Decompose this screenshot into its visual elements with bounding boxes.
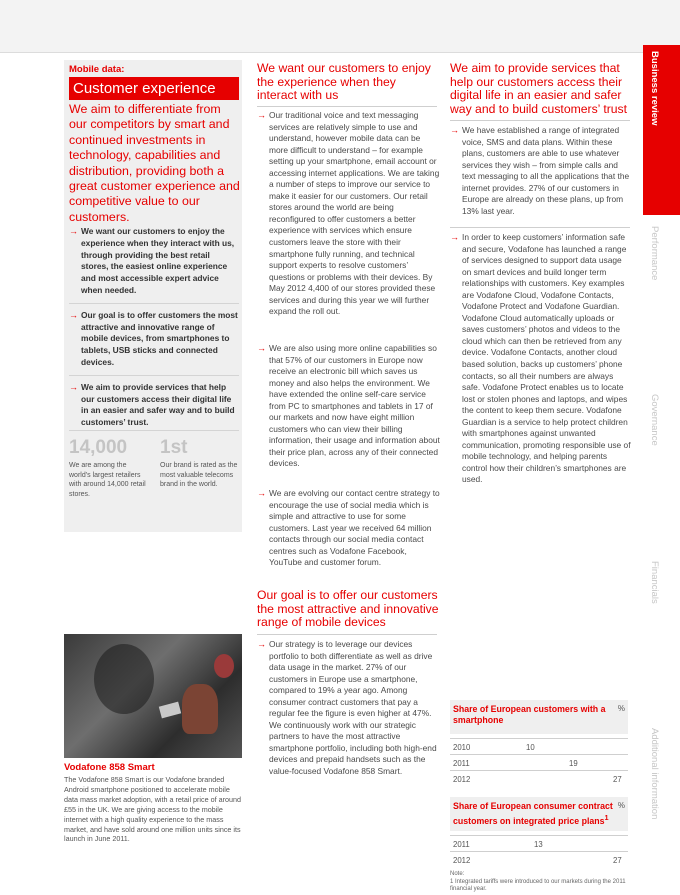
table-row: 2010 10 xyxy=(450,738,628,754)
arrow-icon: → xyxy=(450,125,459,135)
table-row: 2012 27 xyxy=(450,851,628,867)
photo-caption-title: Vodafone 858 Smart xyxy=(64,762,155,773)
arrow-icon: → xyxy=(450,232,459,242)
panel-bullets xyxy=(69,226,239,441)
crowd-photo xyxy=(64,634,242,758)
tab-governance[interactable]: Governance xyxy=(649,394,660,446)
tab-business-review[interactable]: Business review xyxy=(643,45,680,215)
body-paragraph: → Our traditional voice and text messaging services are relatively simple to use and understand, however mobile data can be more difficult to understand – for example setting up your smartphone, email account or accessing internet applications. We are taking a number of steps to improve our service to make it easier for our customers. Our retail stores around the world are being reconfigured to offer customers a better experience with services which ensure customers leave the store with their smartphone fully running, and technical support experts to resolve customers’ questions or problems with their devices. By May 2012 4,400 of our stores provided these services and during this year we will further expand the roll out. xyxy=(257,110,440,317)
table-row: 2011 13 xyxy=(450,835,628,851)
unit-label: % xyxy=(617,801,625,810)
smartphone-share-table-header xyxy=(450,700,628,734)
smartphone-in-photo xyxy=(159,702,181,719)
stat-stores xyxy=(69,437,149,499)
body-paragraph: → In order to keep customers’ information safe and secure, Vodafone has launched a range of services designed to support data usage on smart devices and build longer term relationships with customers. Key examples are Vodafone Cloud, Vodafone Contacts, Vodafone Protect and Vodafone Guardian. Vodafone Cloud automatically uploads or saves customers’ photos and videos to the cloud which can then be retrieved from any device. Vodafone Contacts, another cloud based solution, backs up customers’ phone contacts, so all their numbers are always safe. Vodafone Protect enables us to locate lost or stolen phones and laptops, and wipes the content to keep them secure. Vodafone Guardian is a service to help protect children with smartphones against unwanted communication, promoting responsible use of mobile technology, and helping parents control how their children’s smartphones are used. xyxy=(450,232,631,485)
arrow-icon: → xyxy=(257,639,266,649)
page-header-band xyxy=(0,0,680,52)
stat-text: We are among the world’s largest retailers with around 14,000 retail stores. xyxy=(69,462,146,498)
panel-bullet: → We aim to provide services that help our customers access their digital life in an easier and safer way and to build customers’ trust. xyxy=(69,381,235,428)
note-label: Note: xyxy=(450,871,465,877)
tab-performance[interactable]: Performance xyxy=(649,226,660,281)
arrow-icon: → xyxy=(69,309,78,320)
panel-bullet: → Our goal is to offer customers the most attractive and innovative range of mobile devices, from smartphones to tablets, USB sticks and connected devices. xyxy=(69,310,239,376)
panel-intro: We aim to differentiate from our competitors by smart and continued investments in technology, capabilities and distribution, providing both a great customer experience and competitive value to our customers. xyxy=(69,102,240,224)
table-row: 2011 19 xyxy=(450,754,628,770)
stat-brand xyxy=(160,437,240,490)
note-text: 1 Integrated tariffs were introduced to our markets during the 2011 financial year. xyxy=(450,878,626,892)
arrow-icon: → xyxy=(257,110,266,120)
body-paragraph: → We are evolving our contact centre strategy to encourage the use of social media which is simple and attractive to use for some customers. Last year we received 64 million contacts through our social media contact centres such as Vodafone Facebook, YouTube and customer forum. xyxy=(257,488,440,568)
arrow-icon: → xyxy=(257,343,266,353)
stat-text: Our brand is rated as the most valuable telecoms brand in the world. xyxy=(160,462,238,488)
panel-pointer xyxy=(140,514,168,532)
tab-additional-information[interactable]: Additional information xyxy=(649,728,660,820)
section-heading: We want our customers to enjoy the experience when they interact with us xyxy=(257,61,431,103)
arrow-icon: → xyxy=(257,488,266,498)
section-heading: We aim to provide services that help our customers access their digital life in an easier and safer way and to build customers’ trust xyxy=(450,61,628,116)
body-paragraph: → We are also using more online capabilities so that 57% of our customers in Europe now receive an electronic bill which saves us money and also helps the environment. We have extended the online self-care service from PC to smartphones and tablets in 17 of our markets and now have eight million customers who can view their billing information, their usage and information about their price plan, across any of their connected devices. xyxy=(257,343,440,469)
stats-divider xyxy=(69,430,239,431)
panel-kicker: Mobile data: xyxy=(69,64,125,75)
body-paragraph: → We have established a range of integrated voice, SMS and data plans. Within these plans, customers are able to use whatever services they wish – from simple calls and text messaging to all the applications that the internet provides. 27% of our customers in Europe are already on these plans, up from 13% last year. xyxy=(450,125,630,216)
arrow-icon: → xyxy=(69,381,78,392)
section-heading: Our goal is to offer our customers the most attractive and innovative range of mobile devices xyxy=(257,588,439,630)
paragraph-rule xyxy=(450,227,630,228)
heading-rule xyxy=(257,634,437,635)
table-title: Share of European customers with a smartphone % xyxy=(453,704,625,725)
header-divider xyxy=(0,52,680,53)
table-row: 2012 27 xyxy=(450,770,628,786)
stat-value: 14,000 xyxy=(69,437,128,458)
heading-rule xyxy=(257,106,437,107)
photo-caption-text: The Vodafone 858 Smart is our Vodafone branded Android smartphone positioned to accelerate mobile data mass market adoption, with a retail price of around £55 in the UK. We are giving access to the mobile internet with a high quality experience to the mass market, and have sold around one million units since its launch in June 2011. xyxy=(64,775,241,844)
arrow-icon: → xyxy=(69,226,78,236)
table-title: Share of European consumer contract customers on integrated price plans$^1$ % xyxy=(453,801,625,826)
body-paragraph: → Our strategy is to leverage our devices portfolio to both differentiate as well as drive data usage in the market. 27% of our customers in Europe use a smartphone, compared to 19% a year ago. Among consumer contract customers that pay a regular fee the figure is even higher at 47%. We continuously work with our strategic partners to have the most attractive smartphone portfolio, including both high-end devices and prepaid handsets such as the value-focused Vodafone 858 Smart. xyxy=(257,639,437,777)
panel-bullet: → We want our customers to enjoy the experience when they interact with us, through providing the best retail stores, the easiest online experience and most accessible expert advice when needed. xyxy=(69,226,239,304)
table-note xyxy=(450,871,630,894)
tab-financials[interactable]: Financials xyxy=(649,561,660,604)
heading-rule xyxy=(450,120,630,121)
unit-label: % xyxy=(617,704,625,713)
panel-title: Customer experience xyxy=(69,77,239,100)
integrated-plans-table-header xyxy=(450,797,628,831)
stat-value: 1st xyxy=(160,437,188,458)
